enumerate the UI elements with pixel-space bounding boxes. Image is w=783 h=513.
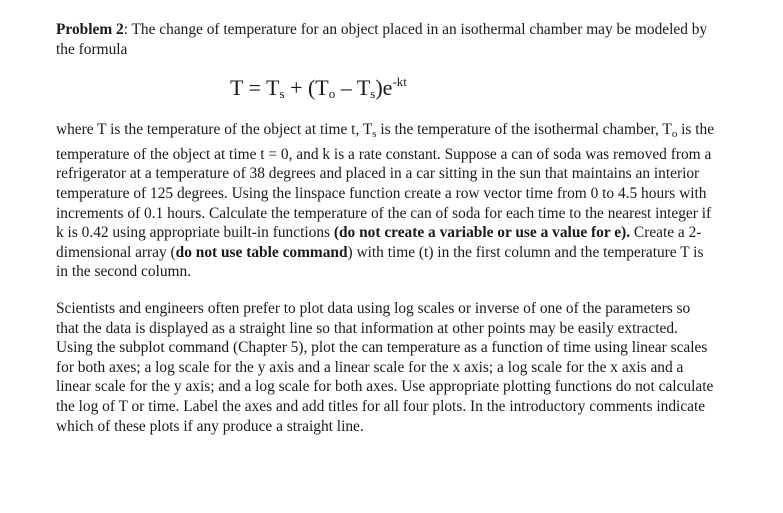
- para1-text-3: is the temperature of the object at time t = 0, and k is a rate constant. Suppose a can of soda was removed from a refrigerator at a temperature of 38 degrees and placed in a car sitting in the sun that maintains an interior temperature of 125 degrees. Using the linspace function create a row vector time from 0 to 4.5 hours with increments of 0.1 hours. Calculate the temperature of the can of soda for each time to the nearest integer if k is 0.42 using appropriate built-in functions: [56, 121, 715, 242]
- formula-lhs: T = T: [230, 75, 280, 101]
- para1-bold-2: do not use table command: [175, 243, 348, 261]
- problem-intro: [56, 20, 716, 59]
- para1-text-5: ) with time (t) in the first column and the temperature T is in the second column.: [56, 243, 704, 281]
- formula-sub-o: o: [328, 86, 336, 102]
- para1-sub-o: o: [671, 128, 678, 141]
- para1-bold-1: (do not create a variable or use a value for e).: [333, 224, 631, 242]
- temperature-formula: [230, 68, 716, 108]
- paragraph-gap: [56, 282, 716, 299]
- formula-close: )e: [375, 75, 393, 101]
- problem-heading: Problem 2: [56, 21, 124, 38]
- formula-plus: + (T: [284, 75, 329, 101]
- formula-sub-s2: s: [370, 86, 376, 102]
- para1-text-2: is the temperature of the isothermal chamber, T: [376, 121, 672, 139]
- para1-text-4: Create a 2-dimensional array (: [56, 224, 702, 261]
- para1-text-1: where T is the temperature of the object at time t, T: [56, 121, 373, 139]
- paragraph-1: [56, 120, 716, 282]
- problem-intro-text: : The change of temperature for an object placed in an isothermal chamber may be modeled by the formula: [56, 21, 708, 58]
- paragraph-2: Scientists and engineers often prefer to plot data using log scales or inverse of one of the parameters so that the data is displayed as a straight line so that information at other points may be easily extracted. Using the subplot command (Chapter 5), plot the can temperature as a function of time using linear scales for both axes; a log scale for the y axis and a linear scale for the x axis; a log scale for the x axis and a linear scale for the y axis; and a log scale for both axes. Use appropriate plotting functions do not calculate the log of T or time. Label the axes and add titles for all four plots. In the introductory comments indicate which of these plots if any produce a straight line.: [56, 299, 714, 435]
- formula-exponent: -kt: [392, 74, 407, 90]
- problem-document: [56, 20, 716, 436]
- formula-sub-s: s: [279, 86, 285, 102]
- para1-sub-s: s: [372, 128, 377, 141]
- formula-minus: – T: [335, 75, 371, 101]
